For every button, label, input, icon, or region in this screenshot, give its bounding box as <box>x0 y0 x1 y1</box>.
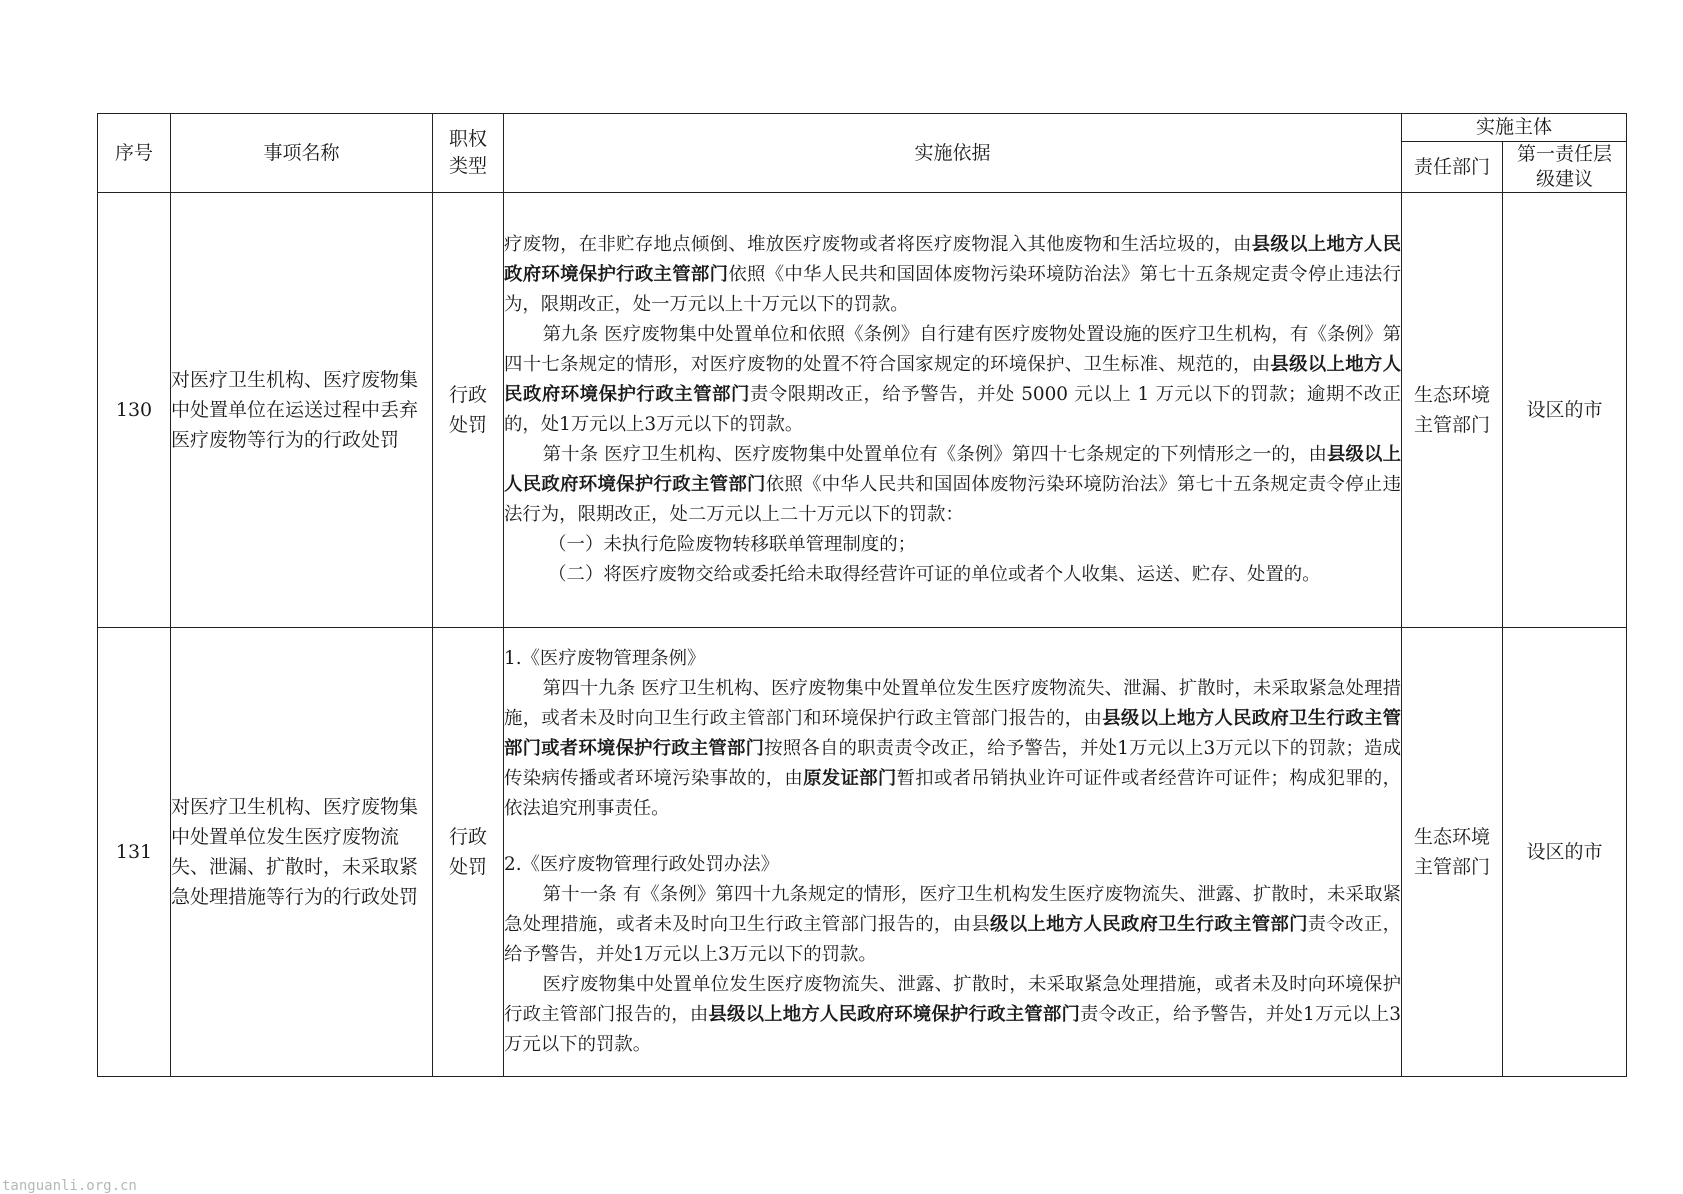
row-dept: 生态环境主管部门 <box>1402 628 1503 1077</box>
row-seq: 130 <box>98 193 171 628</box>
header-dept: 责任部门 <box>1402 142 1503 193</box>
row-name: 对医疗卫生机构、医疗废物集中处置单位在运送过程中丢弃医疗废物等行为的行政处罚 <box>171 193 433 628</box>
row-level: 设区的市 <box>1503 628 1627 1077</box>
row-seq: 131 <box>98 628 171 1077</box>
basis-heading: 1.《医疗废物管理条例》 <box>504 648 706 669</box>
row-basis <box>504 193 1402 628</box>
header-basis: 实施依据 <box>504 114 1402 193</box>
row-dept: 生态环境主管部门 <box>1402 193 1503 628</box>
row-basis <box>504 628 1402 1077</box>
row-name: 对医疗卫生机构、医疗废物集中处置单位发生医疗废物流失、泄漏、扩散时，未采取紧急处理措施等行为的行政处罚 <box>171 628 433 1077</box>
header-seq: 序号 <box>98 114 171 193</box>
basis-paragraph: 第九条 医疗废物集中处置单位和依照《条例》自行建有医疗废物处置设施的医疗卫生机构，有《条例》第四十七条规定的情形，对医疗废物的处置不符合国家规定的环境保护、卫生标准、规范的，由县级以上地方人民政府环境保护行政主管部门责令限期改正，给予警告，并处 5000 元以上 1 万元以下的罚款；逾期不改正的，处1万元以上3万元以下的罚款。 <box>504 324 1401 435</box>
header-subject: 实施主体 <box>1402 114 1627 142</box>
row-level: 设区的市 <box>1503 193 1627 628</box>
basis-paragraph: 第十一条 有《条例》第四十九条规定的情形，医疗卫生机构发生医疗废物流失、泄露、扩散时，未采取紧急处理措施，或者未及时向卫生行政主管部门报告的，由县级以上地方人民政府卫生行政主管部门责令改正，给予警告，并处1万元以上3万元以下的罚款。 <box>504 884 1401 965</box>
basis-paragraph: 第四十九条 医疗卫生机构、医疗废物集中处置单位发生医疗废物流失、泄漏、扩散时，未采取紧急处理措施，或者未及时向卫生行政主管部门和环境保护行政主管部门报告的，由县级以上地方人民政府卫生行政主管部门或者环境保护行政主管部门按照各自的职责责令改正，给予警告，并处1万元以上3万元以下的罚款；造成传染病传播或者环境污染事故的，由原发证部门暂扣或者吊销执业许可证件或者经营许可证件；构成犯罪的，依法追究刑事责任。 <box>504 678 1401 819</box>
table-row <box>98 628 1627 1077</box>
basis-paragraph: （二）将医疗废物交给或委托给未取得经营许可证的单位或者个人收集、运送、贮存、处置的。 <box>548 564 1321 585</box>
basis-paragraph: 疗废物，在非贮存地点倾倒、堆放医疗废物或者将医疗废物混入其他废物和生活垃圾的，由县级以上地方人民政府环境保护行政主管部门依照《中华人民共和国固体废物污染环境防治法》第七十五条规定责令停止违法行为，限期改正，处一万元以上十万元以下的罚款。 <box>504 234 1401 315</box>
row-type: 行政处罚 <box>433 193 504 628</box>
basis-paragraph: 医疗废物集中处置单位发生医疗废物流失、泄露、扩散时，未采取紧急处理措施，或者未及时向环境保护行政主管部门报告的，由县级以上地方人民政府环境保护行政主管部门责令改正，给予警告，并处1万元以上3万元以下的罚款。 <box>504 974 1401 1055</box>
table-row <box>98 193 1627 628</box>
basis-paragraph: 第十条 医疗卫生机构、医疗废物集中处置单位有《条例》第四十七条规定的下列情形之一的，由县级以上人民政府环境保护行政主管部门依照《中华人民共和国固体废物污染环境防治法》第七十五条规定责令停止违法行为，限期改正，处二万元以上二十万元以下的罚款： <box>504 444 1401 525</box>
enforcement-table <box>97 113 1627 1077</box>
header-level: 第一责任层级建议 <box>1503 142 1627 193</box>
basis-paragraph: （一）未执行危险废物转移联单管理制度的； <box>548 534 916 555</box>
header-type: 职权类型 <box>433 114 504 193</box>
row-type: 行政处罚 <box>433 628 504 1077</box>
basis-heading: 2.《医疗废物管理行政处罚办法》 <box>504 854 780 875</box>
footer-watermark: tanguanli.org.cn <box>2 1178 137 1194</box>
header-name: 事项名称 <box>171 114 433 193</box>
